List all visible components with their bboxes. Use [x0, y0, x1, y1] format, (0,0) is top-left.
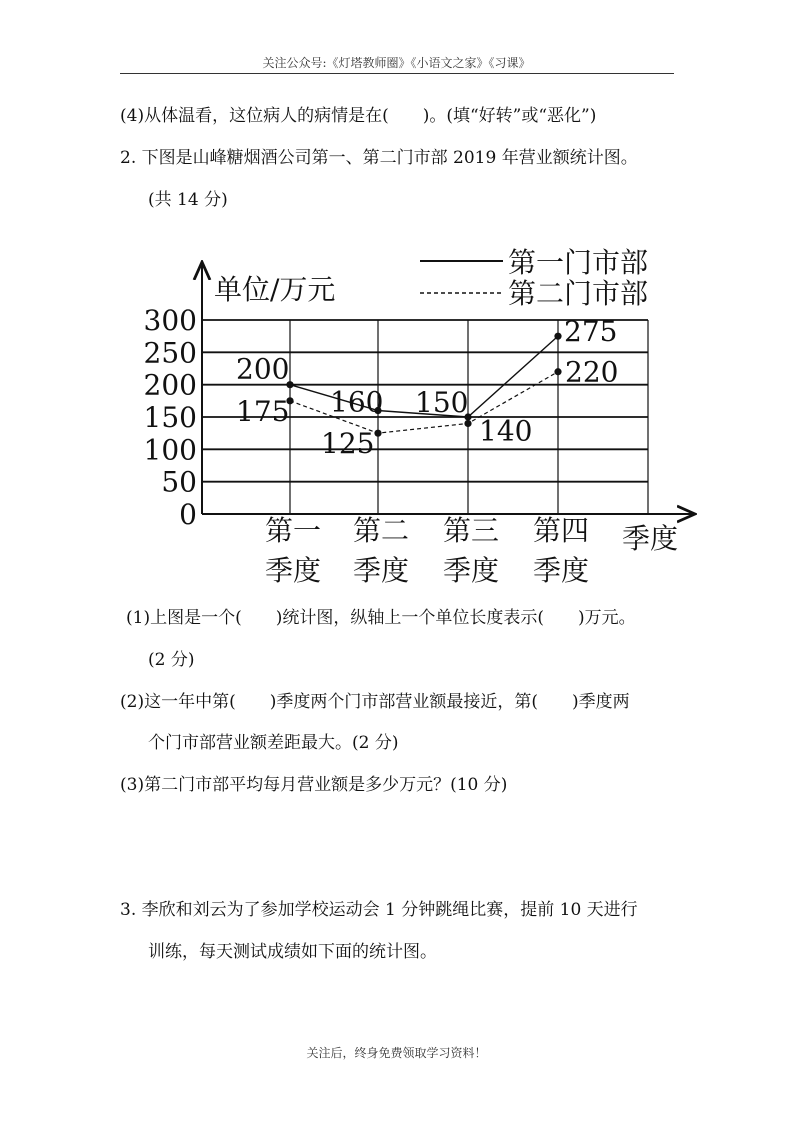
x-tick-label: 第四: [532, 514, 590, 547]
x-tick-label-suffix: 季度: [264, 554, 322, 587]
x-tick-label-suffix: 季度: [352, 554, 410, 587]
x-category-labels: [265, 514, 589, 587]
sub-question-1-points: (2 分): [148, 650, 195, 670]
data-label: 175: [236, 394, 290, 428]
y-axis-title: 单位/万元: [214, 273, 336, 306]
page-footer: 关注后，终身免费领取学习资料！: [306, 1046, 487, 1060]
data-label: 160: [330, 385, 384, 419]
y-tick-label: 50: [161, 465, 197, 499]
y-tick-label: 200: [143, 368, 197, 402]
data-label: 220: [565, 355, 619, 389]
data-label: 150: [415, 386, 469, 419]
legend-label-first-store: 第一门市部: [508, 246, 649, 279]
y-tick-labels: [144, 304, 197, 531]
y-tick-label: 250: [143, 336, 197, 370]
y-tick-label: 150: [143, 401, 197, 434]
legend-label-second-store: 第二门市部: [508, 277, 649, 310]
x-tick-label-suffix: 季度: [442, 554, 500, 587]
data-label: 125: [321, 427, 375, 461]
x-tick-label: 第二: [352, 514, 410, 547]
question-2-line-1: 2. 下图是山峰糖烟酒公司第一、第二门市部 2019 年营业额统计图。: [120, 148, 638, 168]
data-label: 200: [236, 352, 290, 386]
sub-question-2-line-2: 个门市部营业额差距最大。(2 分): [148, 733, 399, 753]
data-point: [554, 333, 561, 340]
x-tick-label-suffix: 季度: [532, 554, 590, 587]
x-axis-title: 季度: [622, 522, 679, 555]
data-label: 140: [479, 414, 533, 448]
question-3-line-1: 3. 李欣和刘云为了参加学校运动会 1 分钟跳绳比赛，提前 10 天进行: [120, 900, 638, 920]
x-tick-label: 第三: [442, 514, 500, 547]
x-tick-label: 第一: [264, 514, 322, 547]
line-chart: [0, 230, 793, 600]
y-tick-label: 300: [143, 304, 197, 337]
data-label: 275: [564, 315, 618, 349]
header-divider: [120, 73, 674, 74]
page-header: 关注公众号:《灯塔教师圈》《小语文之家》《习课》: [262, 56, 531, 70]
question-4-text: (4)从体温看，这位病人的病情是在( )。(填“好转”或“恶化”): [120, 106, 597, 126]
data-point: [464, 420, 471, 427]
data-point: [374, 430, 381, 437]
question-3-line-2: 训练，每天测试成绩如下面的统计图。: [148, 942, 437, 962]
sub-question-2-line-1: (2)这一年中第( )季度两个门市部营业额最接近，第( )季度两: [120, 692, 630, 712]
question-2-points: (共 14 分): [148, 190, 228, 210]
y-tick-label: 0: [179, 498, 197, 531]
y-tick-label: 100: [143, 433, 197, 467]
sub-question-3-text: (3)第二门市部平均每月营业额是多少万元？(10 分): [120, 775, 508, 795]
data-point: [554, 368, 561, 375]
sub-question-1-line-1: (1)上图是一个( )统计图，纵轴上一个单位长度表示( )万元。: [126, 608, 636, 628]
